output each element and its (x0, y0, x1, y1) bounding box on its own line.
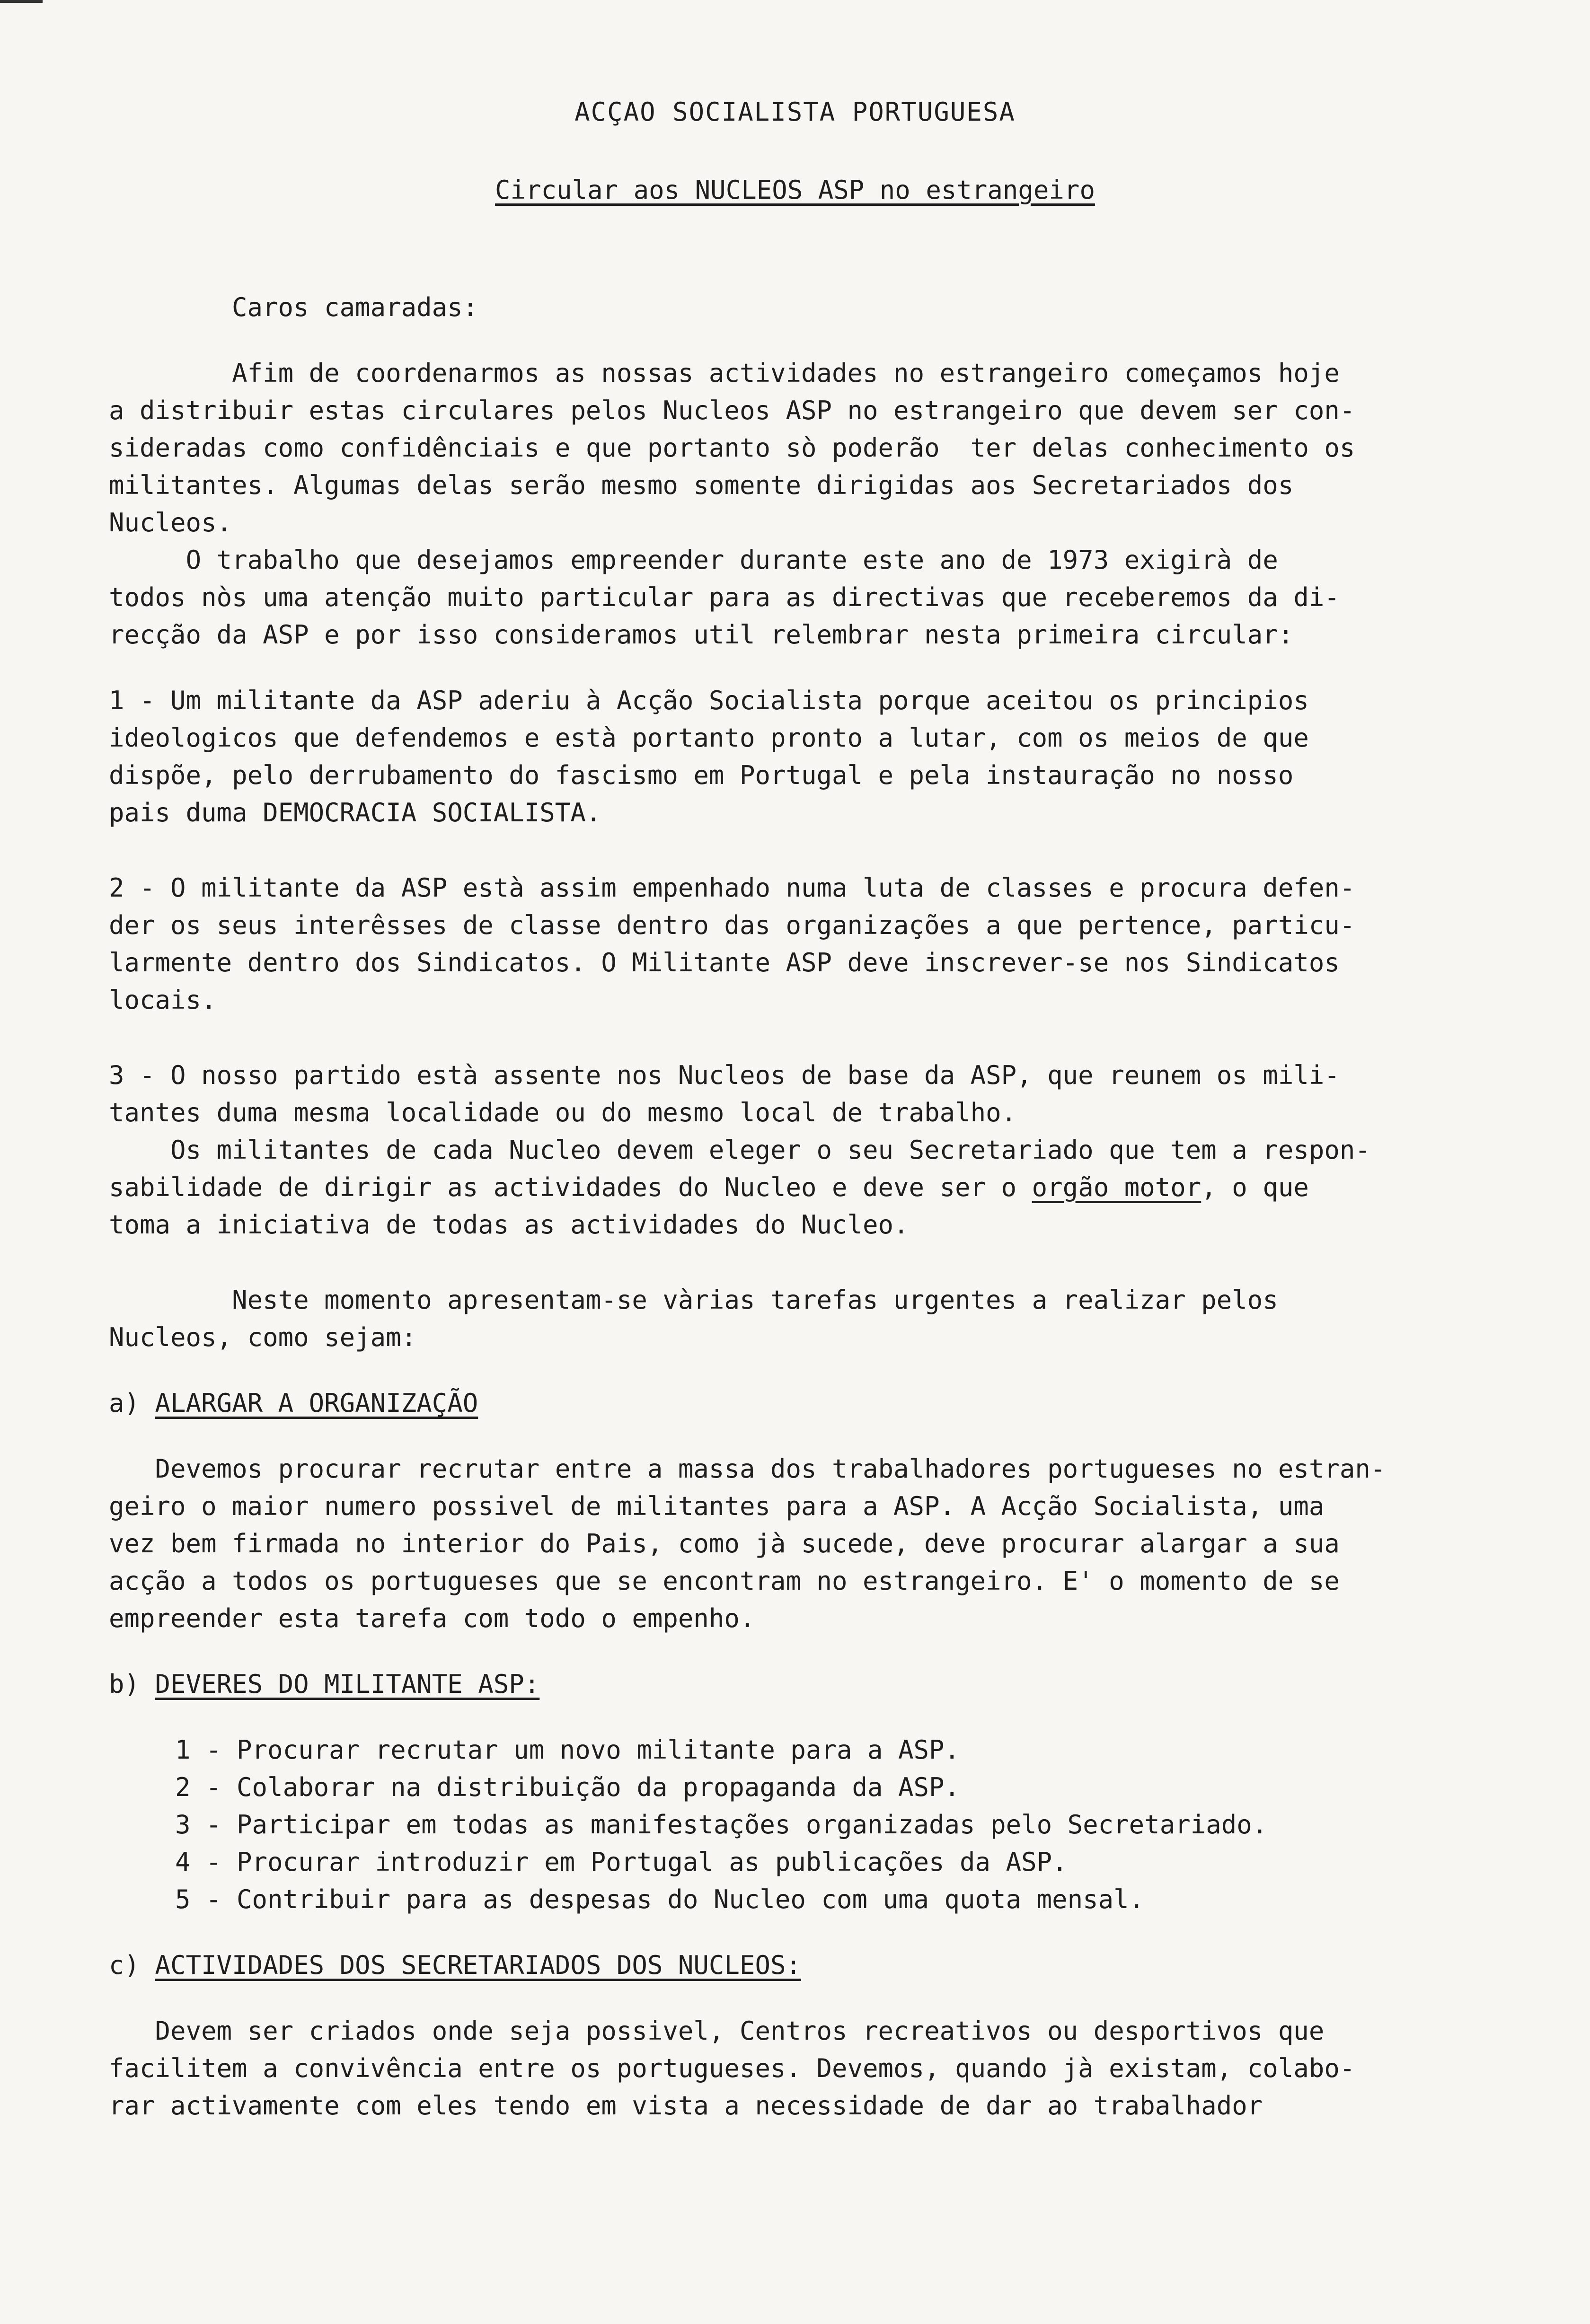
section-b-label: b) (109, 1669, 155, 1699)
scan-corner-mark (0, 0, 43, 3)
list-item: 4 - Procurar introduzir em Portugal as publicações da ASP. (175, 1847, 1068, 1877)
document-body (109, 289, 1472, 2124)
section-c-label: c) (109, 1950, 155, 1980)
point-1: 1 - Um militante da ASP aderiu à Acção Socialista porque aceitou os principios ideologicos que defendemos e està portanto pronto a lutar, com os meios de que dispõe, pelo derrubamento do fascismo em Portugal e pela instauração no nosso pais duma DEMOCRACIA SOCIALISTA. (109, 686, 1309, 827)
list-item: 1 - Procurar recrutar um novo militante para a ASP. (175, 1735, 960, 1765)
section-b-heading: DEVERES DO MILITANTE ASP: (155, 1669, 540, 1699)
intro-paragraph-2: O trabalho que desejamos empreender durante este ano de 1973 exigirà de todos nòs uma atenção muito particular para as directivas que receberemos da di- recção da ASP e por isso consideramos util relembrar nesta primeira circular: (109, 545, 1340, 650)
section-c: c) ACTIVIDADES DOS SECRETARIADOS DOS NUCLEOS: Devem ser criados onde seja possivel, Centros recreativos ou desportivos que facilitem a convivência entre os portugueses. Devemos, quando jà existam, colabo- rar activamente com eles tendo em vista a necessidade de dar ao trabalhador (109, 1950, 1355, 2121)
greeting: Caros camaradas: (232, 292, 478, 322)
section-a-label: a) (109, 1388, 155, 1418)
intro-paragraph-1: Afim de coordenarmos as nossas actividades no estrangeiro começamos hoje a distribuir estas circulares pelos Nucleos ASP no estrangeiro que devem ser con- sideradas como confidênciais e que portanto sò poderão ter delas conhecimento os militantes. Algumas delas serão mesmo somente dirigidas aos Secretariados dos Nucleos. (109, 358, 1355, 537)
emphasis-orgao-motor: orgão motor (1032, 1172, 1201, 1202)
section-a: a) ALARGAR A ORGANIZAÇÃO Devemos procurar recrutar entre a massa dos trabalhadores portugueses no estran- geiro o maior numero possivel de militantes para a ASP. A Acção Socialista, uma vez bem firmada no interior do Pais, como jà sucede, deve procurar alargar a sua acção a todos os portugueses que se encontram no estrangeiro. E' o momento de se empreender esta tarefa com todo o empenho. (109, 1388, 1386, 1633)
list-item: 3 - Participar em todas as manifestações organizadas pelo Secretariado. (175, 1810, 1268, 1840)
section-a-heading: ALARGAR A ORGANIZAÇÃO (155, 1388, 478, 1418)
list-item: 2 - Colaborar na distribuição da propaganda da ASP. (175, 1772, 960, 1802)
subtitle-text: Circular aos NUCLEOS ASP no estrangeiro (495, 175, 1095, 205)
tasks-intro: Neste momento apresentam-se vàrias tarefas urgentes a realizar pelos Nucleos, como sejam: (109, 1285, 1278, 1352)
document-subtitle (0, 175, 1590, 205)
section-c-heading: ACTIVIDADES DOS SECRETARIADOS DOS NUCLEOS: (155, 1950, 801, 1980)
point-3: 3 - O nosso partido està assente nos Nucleos de base da ASP, que reunem os mili- tantes duma mesma localidade ou do mesmo local de trabalho. Os militantes de cada Nucleo devem eleger o seu Secretariado que tem a respon- sabilidade de dirigir as actividades do Nucleo e deve ser o orgão motor, o que toma a iniciativa de todas as actividades do Nucleo. (109, 1060, 1370, 1240)
section-b (109, 1665, 1472, 1918)
list-item: 5 - Contribuir para as despesas do Nucleo com uma quota mensal. (175, 1884, 1145, 1914)
point-2: 2 - O militante da ASP està assim empenhado numa luta de classes e procura defen- der os seus interêsses de classe dentro das organizações a que pertence, particu- larmente dentro dos Sindicatos. O Militante ASP deve inscrever-se nos Sindicatos locais. (109, 873, 1355, 1015)
document-title: ACÇAO SOCIALISTA PORTUGUESA (574, 97, 1016, 127)
